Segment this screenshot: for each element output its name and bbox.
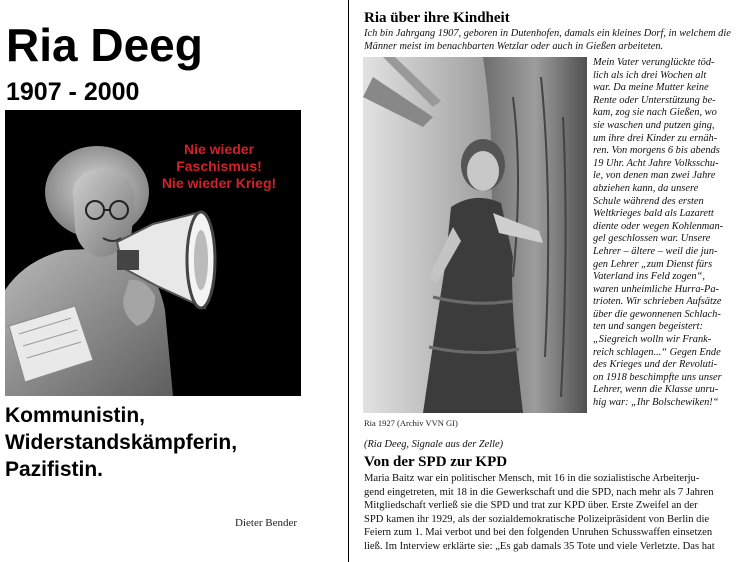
cover-years: 1907 - 2000 — [6, 78, 140, 106]
quote-line: le, von denen man zwei Jahre — [593, 170, 716, 182]
quote-line: Weltkrieges bald als Lazarett — [593, 208, 714, 220]
quote-line: lich als ich drei Wochen alt — [593, 69, 707, 81]
quote-line: waren unheimliche Hurra-Pa- — [593, 283, 720, 295]
quote-line: kam, zog sie nach Gießen, wo — [593, 107, 717, 119]
section-heading: Ria über ihre Kindheit — [364, 10, 510, 26]
quote-line: sie waschen und putzen ging, — [593, 119, 715, 131]
quote-line: um ihre drei Kinder zu ernäh- — [593, 132, 718, 144]
quote-line: trioten. Wir schrieben Aufsätze — [593, 296, 722, 308]
body-line: Mitgliedschaft verließ sie die SPD und trat zur KPD über. Erste Zweifel an der — [364, 500, 698, 512]
cover-subtitle — [5, 402, 237, 483]
quote-line: Lehrer – ältere – weil die jun- — [593, 245, 718, 257]
quote-line: gel geschlossen war. Unsere — [593, 233, 711, 245]
body-line: Feiern zum 1. Mai verbot und bei den folgenden Unruhen Schusswaffen einsetzen — [364, 527, 713, 539]
quote-line: Vaterland ins Feld zogen“, — [593, 271, 705, 283]
protest-slogan — [151, 141, 287, 192]
childhood-quote — [593, 57, 739, 410]
quote-line: 19 Uhr. Acht Jahre Volksschu- — [593, 157, 719, 169]
quote-line: „Siegreich wolln wir Frank- — [593, 334, 712, 346]
body-line: SPD kamen ihr 1929, als der sozialdemokratische Polizeipräsident von Berlin die — [364, 513, 710, 525]
quote-line: reich schlagen...“ Gegen Ende — [593, 346, 721, 358]
subtitle-line: Kommunistin, — [5, 404, 145, 427]
quote-line: war. Da meine Mutter keine — [593, 82, 709, 94]
quote-line: Lehrer, wenn die Klasse unru- — [593, 384, 719, 396]
cover-photo-megaphone — [5, 110, 301, 396]
quote-line: des Krieges und der Revoluti- — [593, 359, 718, 371]
quote-line: gen Lehrer „zum Dienst fürs — [593, 258, 713, 270]
slogan-line: Nie wieder Krieg! — [161, 175, 277, 191]
cover-page — [0, 0, 348, 562]
quote-line: ren. Von morgens 6 bis abends — [593, 145, 720, 157]
slogan-line: Nie wieder — [183, 141, 255, 157]
subtitle-line: Pazifistin. — [5, 458, 104, 481]
photo-caption: Ria 1927 (Archiv VVN GI) — [364, 418, 458, 428]
intro-paragraph: Ich bin Jahrgang 1907, geboren in Dutenhofen, damals ein kleines Dorf, in welchem die Männer meist im benachbarten Wetzlar oder auch in Gießen arbeiteten. — [364, 28, 731, 52]
quote-line: über die gewonnenen Schlach- — [593, 308, 721, 320]
section2-heading: Von der SPD zur KPD — [364, 454, 508, 470]
quote-line: Rente oder Unterstützung be- — [593, 94, 716, 106]
quote-line: abziehen kann, da unsere — [593, 182, 699, 194]
section2-body — [364, 472, 742, 554]
quote-line: Schule während des ersten — [593, 195, 704, 207]
cover-title: Ria Deeg — [6, 19, 203, 71]
slogan-line: Faschismus! — [176, 158, 262, 174]
body-line: ließ. Im Interview erklärte sie: „Es gab damals 35 Tote und viele Verletzte. Das hat — [364, 540, 715, 552]
quote-line: Mein Vater verunglückte töd- — [593, 57, 715, 68]
quote-source: (Ria Deeg, Signale aus der Zelle) — [364, 439, 504, 450]
body-line: gend eingetreten, mit 18 in die Gewerkschaft und die SPD, nach mehr als 7 Jahren — [364, 486, 714, 498]
portrait-photo-1927 — [363, 57, 587, 413]
quote-line: diente oder wegen Kohlenman- — [593, 220, 724, 232]
quote-line: ten und sangen begeistert: — [593, 321, 703, 333]
article-page — [349, 0, 742, 562]
subtitle-line: Widerstandskämpferin, — [5, 431, 238, 454]
body-line: Maria Baitz war ein politischer Mensch, mit 16 in die sozialistische Arbeiterju- — [364, 473, 700, 484]
portrait-photo-illustration — [363, 57, 587, 413]
quote-line: hig war: „Ihr Bolschewiken!“ — [593, 397, 719, 409]
author-name: Dieter Bender — [235, 517, 297, 529]
quote-line: on 1918 beschimpfte uns unser — [593, 371, 722, 383]
